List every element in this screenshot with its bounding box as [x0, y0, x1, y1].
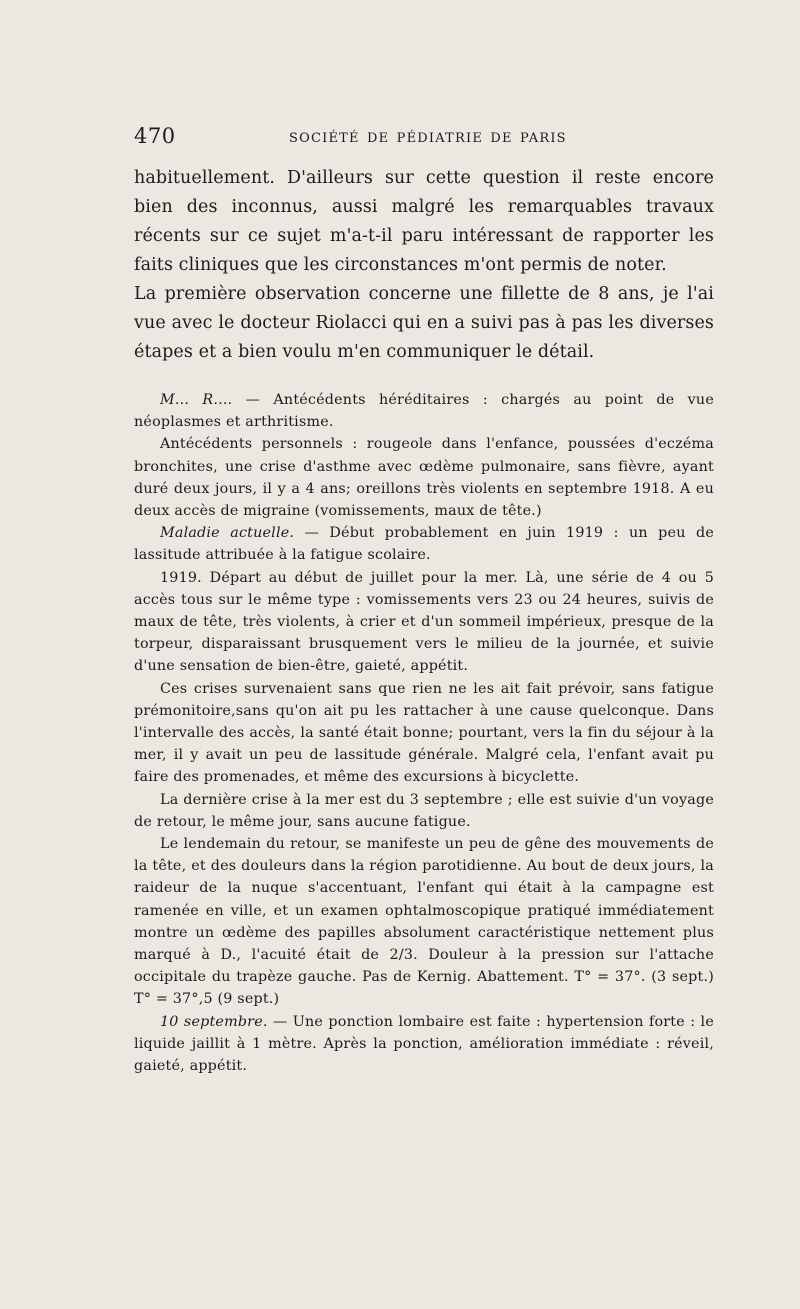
- section-label-maladie: Maladie actuelle.: [160, 525, 295, 542]
- page-number: 470: [134, 124, 176, 148]
- observation-paragraph-5: Ces crises survenaient sans que rien ne les ait fait prévoir, sans fatigue prémonitoire,sans qu'on ait pu les rattacher à une cause quelconque. Dans l'intervalle des accès, la santé était bonne; pourtant, vers la fin du séjour à la mer, il y avait un peu de lassitude générale. Malgré cela, l'enfant avait pu faire des promenades, et même des excursions à bicyclette.: [134, 680, 714, 786]
- observation-block: [134, 389, 714, 1077]
- observation-paragraph-4: 1919. Départ au début de juillet pour la mer. Là, une série de 4 ou 5 accès tous sur le même type : vomissements vers 23 ou 24 heures, suivis de maux de tête, très violents, à crier et d'un sommeil impérieux, presque de la torpeur, disparaissant brusquement vers le milieu de la journée, et suivie d'une sensation de bien-être, gaieté, appétit.: [134, 569, 714, 675]
- observation-paragraph-3-text: — Début probablement en juin 1919 : un peu de lassitude attribuée à la fatigue scolaire.: [134, 525, 714, 564]
- observation-paragraph-8-text: — Une ponction lombaire est faite : hypertension forte : le liquide jaillit à 1 mètre. Après la ponction, amélioration immédiate : réveil, gaieté, appétit.: [134, 1013, 714, 1075]
- running-head: SOCIÉTÉ DE PÉDIATRIE DE PARIS: [289, 131, 567, 146]
- page-header: [134, 124, 714, 154]
- intro-paragraph-1: habituellement. D'ailleurs sur cette question il reste encore bien des inconnus, aussi malgré les remarquables travaux récents sur ce sujet m'a-t-il paru intéressant de rapporter les faits cliniques que les circonstances m'ont permis de noter.: [134, 168, 714, 275]
- section-gap: [134, 367, 714, 389]
- observation-paragraph-8: [134, 1011, 714, 1078]
- observation-paragraph-1: [134, 389, 714, 433]
- date-label: 10 septembre.: [160, 1013, 268, 1030]
- observation-paragraph-6: La dernière crise à la mer est du 3 septembre ; elle est suivie d'un voyage de retour, le même jour, sans aucune fatigue.: [134, 791, 714, 830]
- observation-paragraph-1-text: — Antécédents héréditaires : chargés au point de vue néoplasmes et arthritisme.: [134, 392, 714, 431]
- observation-paragraph-3: [134, 522, 714, 566]
- page-body: [134, 164, 714, 1077]
- intro-paragraph-2: La première observation concerne une fillette de 8 ans, je l'ai vue avec le docteur Riolacci qui en a suivi pas à pas les diverses étapes et a bien voulu m'en communiquer le détail.: [134, 284, 714, 362]
- patient-label: M... R....: [160, 392, 233, 408]
- observation-paragraph-2: Antécédents personnels : rougeole dans l'enfance, poussées d'eczéma bronchites, une crise d'asthme avec œdème pulmonaire, sans fièvre, ayant duré deux jours, il y a 4 ans; oreillons très violents en septembre 1918. A eu deux accès de migraine (vomissements, maux de tête.): [134, 436, 714, 520]
- observation-paragraph-7: Le lendemain du retour, se manifeste un peu de gêne des mouvements de la tête, et des douleurs dans la région parotidienne. Au bout de deux jours, la raideur de la nuque s'accentuant, l'enfant qui était à la campagne est ramenée en ville, et un examen ophtalmoscopique pratiqué immédiatement montre un œdème des papilles absolument caractéristique nettement plus marqué à D., l'acuité était de 2/3. Douleur à la pression sur l'attache occipitale du trapèze gauche. Pas de Kernig. Abattement. T° = 37°. (3 sept.) T° = 37°,5 (9 sept.): [134, 836, 714, 1008]
